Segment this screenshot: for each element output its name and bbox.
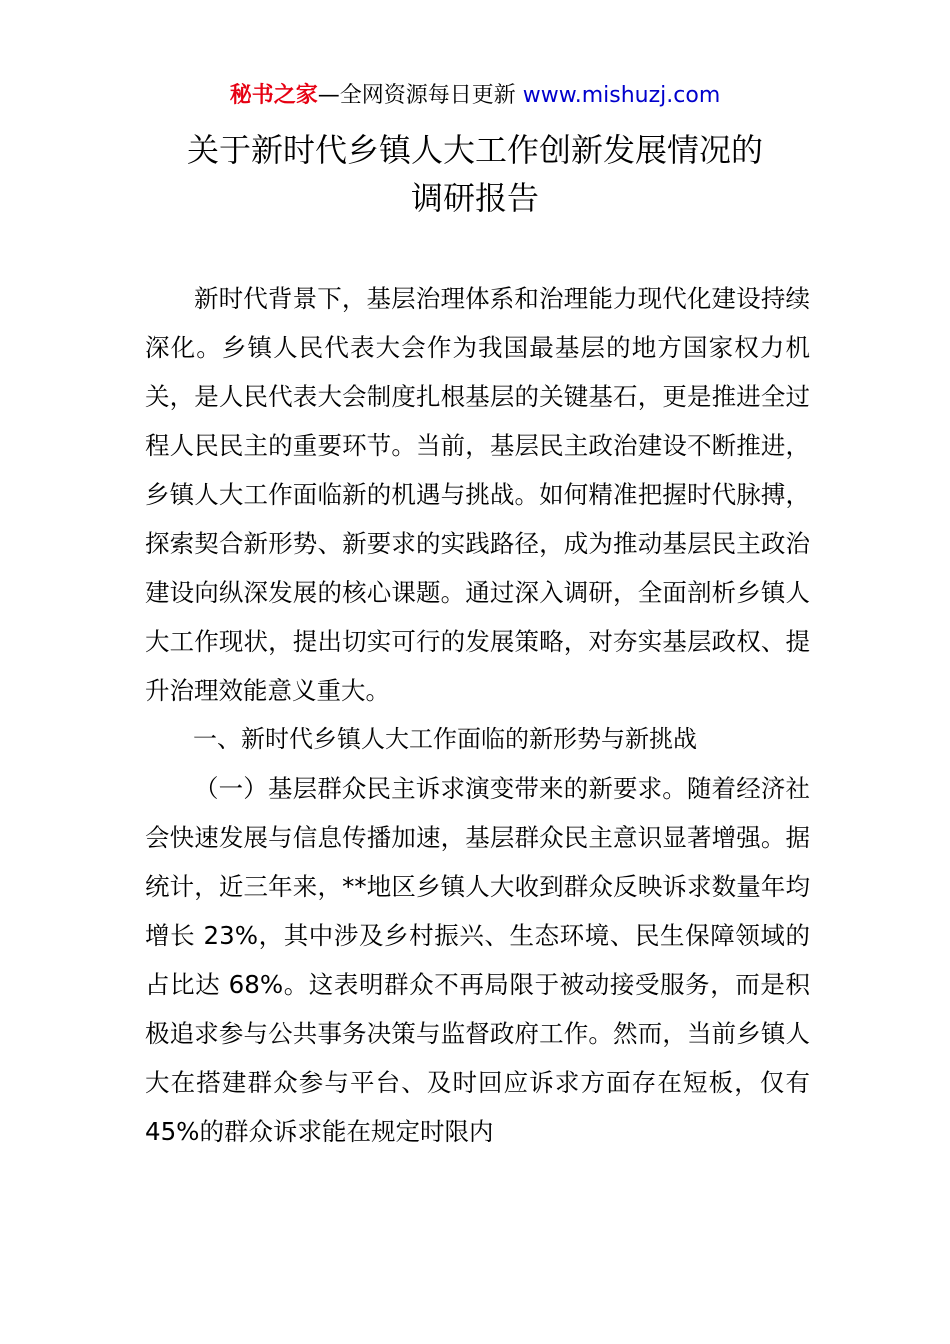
site-banner bbox=[0, 82, 950, 110]
title-line-2: 调研报告 bbox=[410, 179, 539, 217]
banner-tagline: —全网资源每日更新 bbox=[317, 83, 523, 108]
banner-brand: 秘书之家 bbox=[229, 83, 318, 108]
subsection-paragraph: （一）基层群众民主诉求演变带来的新要求。随着经济社会快速发展与信息传播加速，基层群众民主意识显著增强。据统计，近三年来，**地区乡镇人大收到群众反映诉求数量年均增长 23%，其中涉及乡村振兴、生态环境、民生保障领域的占比达 68%。这表明群众不再局限于被动接受服务，而是积极追求参与公共事务决策与监督政府工作。然而，当前乡镇人大在搭建群众参与平台、及时回应诉求方面存在短板，仅有 45%的群众诉求能在规定时限内 bbox=[145, 774, 810, 1146]
banner-site-link[interactable]: www.mishuzj.com bbox=[522, 83, 721, 108]
document-title bbox=[0, 126, 950, 222]
title-line-1: 关于新时代乡镇人大工作创新发展情况的 bbox=[186, 131, 763, 169]
intro-paragraph: 新时代背景下，基层治理体系和治理能力现代化建设持续深化。乡镇人民代表大会作为我国最基层的地方国家权力机关，是人民代表大会制度扎根基层的关键基石，更是推进全过程人民民主的重要环节。当前，基层民主政治建设不断推进，乡镇人大工作面临新的机遇与挑战。如何精准把握时代脉搏，探索契合新形势、新要求的实践路径，成为推动基层民主政治建设向纵深发展的核心课题。通过深入调研，全面剖析乡镇人大工作现状，提出切实可行的发展策略，对夯实基层政权、提升治理效能意义重大。 bbox=[145, 284, 810, 705]
section-heading: 一、新时代乡镇人大工作面临的新形势与新挑战 bbox=[193, 725, 697, 753]
document-body bbox=[145, 274, 810, 1156]
